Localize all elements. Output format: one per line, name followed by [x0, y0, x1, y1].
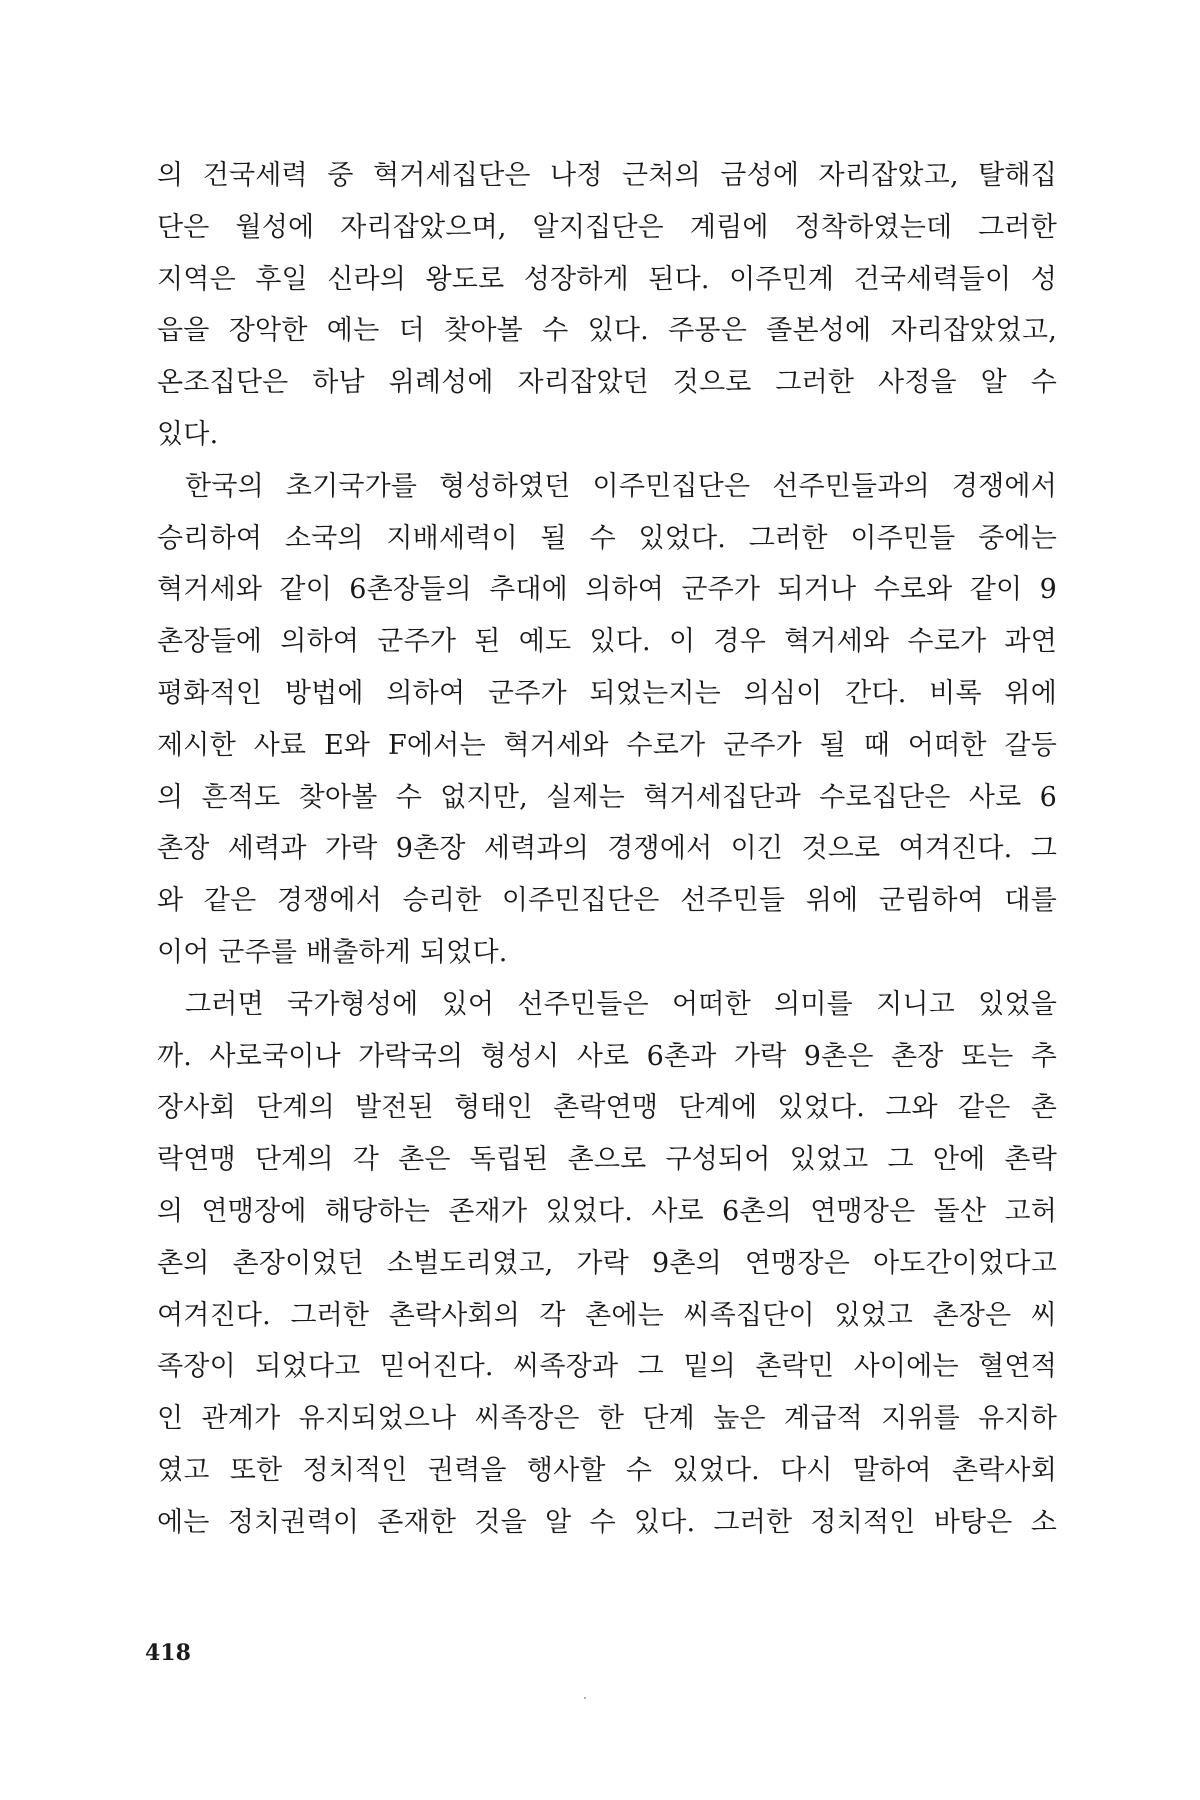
- text-line: 락연맹 단계의 각 촌은 독립된 촌으로 구성되어 있었고 그 안에 촌락: [157, 1144, 1057, 1176]
- text-line: 단은 월성에 자리잡았으며, 알지집단은 계림에 정착하였는데 그러한: [157, 211, 1057, 243]
- text-line: 의 건국세력 중 혁거세집단은 나정 근처의 금성에 자리잡았고, 탈해집: [157, 160, 1057, 191]
- text-line: 온조집단은 하남 위례성에 자리잡았던 것으로 그러한 사정을 알 수: [157, 367, 1057, 399]
- paragraph-2: [157, 461, 1057, 979]
- text-line: 였고 또한 정치적인 권력을 행사할 수 있었다. 다시 말하여 촌락사회: [157, 1454, 1057, 1486]
- text-line: 에는 정치권력이 존재한 것을 알 수 있다. 그러한 정치적인 바탕은 소: [157, 1506, 1057, 1538]
- text-line: 한국의 초기국가를 형성하였던 이주민집단은 선주민들과의 경쟁에서: [185, 470, 1057, 502]
- text-line: 이어 군주를 배출하게 되었다.: [157, 936, 508, 968]
- text-line: 읍을 장악한 예는 더 찾아볼 수 있다. 주몽은 졸본성에 자리잡았었고,: [157, 315, 1057, 347]
- text-line: 승리하여 소국의 지배세력이 될 수 있었다. 그러한 이주민들 중에는: [157, 522, 1057, 554]
- page-number: 418: [145, 1640, 191, 1666]
- text-line: 제시한 사료 E와 F에서는 혁거세와 수로가 군주가 될 때 어떠한 갈등: [157, 729, 1057, 761]
- text-line: 평화적인 방법에 의하여 군주가 되었는지는 의심이 간다. 비록 위에: [157, 677, 1057, 709]
- text-line: 촌의 촌장이었던 소벌도리였고, 가락 9촌의 연맹장은 아도간이었다고: [157, 1247, 1057, 1279]
- text-line: 족장이 되었다고 믿어진다. 씨족장과 그 밑의 촌락민 사이에는 혈연적: [157, 1351, 1057, 1383]
- text-line: 지역은 후일 신라의 왕도로 성장하게 된다. 이주민계 건국세력들이 성: [157, 263, 1057, 295]
- text-line: 그러면 국가형성에 있어 선주민들은 어떠한 의미를 지니고 있었을: [185, 988, 1057, 1020]
- text-line: 촌장 세력과 가락 9촌장 세력과의 경쟁에서 이긴 것으로 여겨진다. 그: [157, 833, 1057, 865]
- text-line: 의 흔적도 찾아볼 수 없지만, 실제는 혁거세집단과 수로집단은 사로 6: [157, 781, 1057, 813]
- text-line: 있다.: [157, 418, 219, 450]
- text-line: 와 같은 경쟁에서 승리한 이주민집단은 선주민들 위에 군림하여 대를: [157, 885, 1057, 917]
- body-text: [157, 150, 1057, 1549]
- text-line: 의 연맹장에 해당하는 존재가 있었다. 사로 6촌의 연맹장은 돌산 고허: [157, 1195, 1057, 1227]
- text-line: 장사회 단계의 발전된 형태인 촌락연맹 단계에 있었다. 그와 같은 촌: [157, 1092, 1057, 1124]
- text-line: 여겨진다. 그러한 촌락사회의 각 촌에는 씨족집단이 있었고 촌장은 씨: [157, 1299, 1057, 1331]
- text-line: 인 관계가 유지되었으나 씨족장은 한 단계 높은 계급적 지위를 유지하: [157, 1403, 1057, 1435]
- paragraph-1: [157, 150, 1057, 461]
- scan-speck: [584, 1697, 586, 1699]
- paragraph-3: [157, 979, 1057, 1549]
- text-line: 혁거세와 같이 6촌장들의 추대에 의하여 군주가 되거나 수로와 같이 9: [157, 574, 1057, 606]
- text-line: 촌장들에 의하여 군주가 된 예도 있다. 이 경우 혁거세와 수로가 과연: [157, 626, 1057, 658]
- text-line: 까. 사로국이나 가락국의 형성시 사로 6촌과 가락 9촌은 촌장 또는 추: [157, 1040, 1057, 1072]
